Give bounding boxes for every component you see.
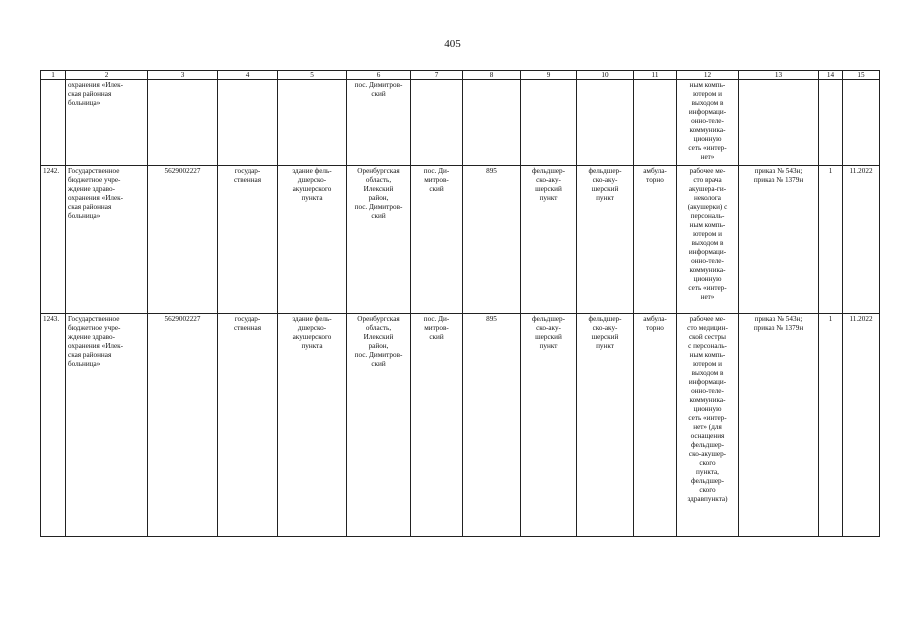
facility-type-cell	[521, 80, 577, 166]
date: 11.2022	[849, 167, 873, 175]
building-cell	[278, 314, 347, 537]
organization-name: Государственное бюджетное учре- ждение здраво- охранения «Илек- ская районная больница»	[68, 315, 124, 368]
header-cell: 1	[41, 71, 66, 80]
address: Оренбургская область, Илекский район, пос. Димитров- ский	[354, 315, 403, 368]
workplace: рабочее ме- сто медицин- ской сестры с персональ- ным компь- ютером и выходом в информаци- онно-теле- коммуника- ционную сеть «интер- нет» (для оснащения фельдшер- ско-акушер- ского пункта, фельдшер- ского здравпункта)	[687, 315, 728, 503]
workplace-cell	[677, 314, 739, 537]
ownership-cell	[218, 80, 278, 166]
workplace: ным компь- ютером и выходом в информаци- онно-теле- коммуника- ционную сеть «интер- нет»	[688, 81, 727, 161]
header-cell: 4	[218, 71, 278, 80]
quantity: 1	[828, 315, 833, 323]
header-cell: 13	[739, 71, 819, 80]
header-row	[41, 71, 880, 80]
header-cell: 9	[521, 71, 577, 80]
order: приказ № 543н; приказ № 1379н	[753, 167, 804, 184]
header-cell: 6	[347, 71, 411, 80]
building: здание фель- дшерско- акушерского пункта	[292, 315, 332, 350]
organization-name: охранения «Илек- ская районная больница»	[68, 81, 124, 107]
inn: 5629002227	[164, 167, 201, 175]
care-mode-cell	[634, 314, 677, 537]
ownership-cell	[218, 166, 278, 314]
date-cell	[843, 80, 880, 166]
row-number: 1242.	[43, 167, 60, 175]
building: здание фель- дшерско- акушерского пункта	[292, 167, 332, 202]
ownership-cell	[218, 314, 278, 537]
header-cell: 12	[677, 71, 739, 80]
workplace-cell	[677, 166, 739, 314]
facility-type-cell	[521, 314, 577, 537]
population-cell	[463, 166, 521, 314]
inn-cell	[148, 314, 218, 537]
order-cell	[739, 314, 819, 537]
organization-cell	[66, 166, 148, 314]
date: 11.2022	[849, 315, 873, 323]
quantity-cell	[819, 166, 843, 314]
header-cell: 2	[66, 71, 148, 80]
building-cell	[278, 166, 347, 314]
workplace-cell	[677, 80, 739, 166]
care-mode-cell	[634, 166, 677, 314]
unit: фельдшер- ско-аку- шерский пункт	[588, 315, 622, 350]
population: 895	[486, 167, 497, 175]
settlement-cell	[411, 166, 463, 314]
address: пос. Димитров- ский	[354, 81, 403, 98]
header-cell: 5	[278, 71, 347, 80]
population-cell	[463, 80, 521, 166]
order-cell	[739, 166, 819, 314]
population: 895	[486, 315, 497, 323]
row-number-cell	[41, 166, 66, 314]
workplace: рабочее ме- сто врача акушера-ги- неколога (акушерки) с персональ- ным компь- ютером и выходом в информаци- онно-теле- коммуника- ционную сеть «интер- нет»	[687, 167, 728, 301]
header-cell: 7	[411, 71, 463, 80]
organization-cell	[66, 314, 148, 537]
settlement-cell	[411, 80, 463, 166]
care-mode: амбула- торно	[643, 315, 667, 332]
inn: 5629002227	[164, 315, 201, 323]
care-mode: амбула- торно	[643, 167, 667, 184]
unit: фельдшер- ско-аку- шерский пункт	[588, 167, 622, 202]
page-number: 405	[444, 38, 461, 50]
header-cell: 14	[819, 71, 843, 80]
table-row	[41, 314, 880, 537]
inn-cell	[148, 80, 218, 166]
address-cell	[347, 166, 411, 314]
address-cell	[347, 314, 411, 537]
header-cell: 15	[843, 71, 880, 80]
header-cell: 8	[463, 71, 521, 80]
settlement: пос. Ди- митров- ский	[423, 167, 450, 193]
unit-cell	[577, 166, 634, 314]
care-mode-cell	[634, 80, 677, 166]
organization-cell	[66, 80, 148, 166]
quantity-cell	[819, 80, 843, 166]
header-cell: 11	[634, 71, 677, 80]
population-cell	[463, 314, 521, 537]
inn-cell	[148, 166, 218, 314]
date-cell	[843, 166, 880, 314]
address-cell	[347, 80, 411, 166]
row-number-cell	[41, 314, 66, 537]
table-row	[41, 166, 880, 314]
order-cell	[739, 80, 819, 166]
row-number: 1243.	[43, 315, 60, 323]
facility-type: фельдшер- ско-аку- шерский пункт	[531, 167, 566, 202]
quantity-cell	[819, 314, 843, 537]
address: Оренбургская область, Илекский район, пос. Димитров- ский	[354, 167, 403, 220]
quantity: 1	[828, 167, 833, 175]
order: приказ № 543н; приказ № 1379н	[753, 315, 804, 332]
header-cell: 10	[577, 71, 634, 80]
register-table	[40, 70, 880, 537]
header-cell: 3	[148, 71, 218, 80]
facility-type: фельдшер- ско-аку- шерский пункт	[531, 315, 566, 350]
ownership: государ- ственная	[233, 315, 262, 332]
unit-cell	[577, 314, 634, 537]
ownership: государ- ственная	[233, 167, 262, 184]
row-number-cell	[41, 80, 66, 166]
facility-type-cell	[521, 166, 577, 314]
date-cell	[843, 314, 880, 537]
organization-name: Государственное бюджетное учре- ждение здраво- охранения «Илек- ская районная больница»	[68, 167, 124, 220]
settlement-cell	[411, 314, 463, 537]
unit-cell	[577, 80, 634, 166]
table-row	[41, 80, 880, 166]
settlement: пос. Ди- митров- ский	[423, 315, 450, 341]
building-cell	[278, 80, 347, 166]
